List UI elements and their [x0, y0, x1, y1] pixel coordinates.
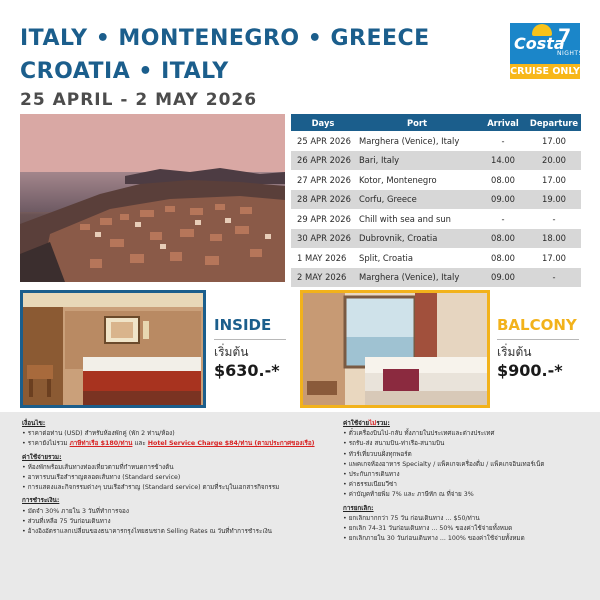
- payment-heading: การชำระเงิน:: [22, 497, 60, 505]
- cell-day: 29 APR 2026: [297, 213, 351, 224]
- port-tax-highlight: ภาษีท่าเรือ $180/ท่าน: [69, 440, 133, 448]
- cell-arrival: 09.00: [479, 190, 527, 210]
- cell-arrival: 08.00: [491, 252, 515, 263]
- cell-arrival: -: [501, 135, 505, 146]
- cell-day: 27 APR 2026: [297, 174, 351, 185]
- hero-photo: [20, 114, 285, 282]
- cell-day: 1 MAY 2026: [297, 252, 347, 263]
- list-item: • มัดจำ 30% ภายใน 3 วันที่ทำการจอง: [22, 507, 342, 517]
- cell-arrival: 14.00: [479, 151, 527, 171]
- conditions-heading: เงื่อนไข:: [22, 420, 46, 427]
- inside-price: $630.-*: [214, 361, 280, 380]
- cell-departure: 17.00: [542, 252, 566, 263]
- excluded-heading-not: ไม่: [369, 420, 377, 427]
- cell-day: 28 APR 2026: [291, 190, 355, 210]
- list-item: • ตั๋วเครื่องบินไป-กลับ ทั้งภายในประเทศและต่างประเทศ: [343, 429, 593, 439]
- header-departure: Departure: [527, 114, 581, 131]
- inside-divider: [214, 339, 286, 340]
- list-item: • แพคเกจห้องอาหาร Specialty / แพ็คเกจเครื่องดื่ม / แพ็คเกจอินเทอร์เน็ต: [343, 460, 593, 470]
- cell-port: Split, Croatia: [359, 252, 413, 263]
- cell-departure: 17.00: [542, 174, 566, 185]
- list-item: • ห้องพักพร้อมเส้นทางท่องเที่ยวตามที่กำหนดการข้างต้น: [22, 463, 342, 473]
- title-line-2: CROATIA • ITALY: [20, 59, 229, 84]
- list-item: • ราคาต่อท่าน (USD) สำหรับห้องพักคู่ (พัก 2 ท่าน/ห้อง): [22, 429, 342, 439]
- list-item: • อาหารบนเรือสำราญตลอดเส้นทาง (Standard service): [22, 473, 342, 483]
- cell-arrival: 08.00: [479, 229, 527, 249]
- list-item: • ยกเลิกมากกว่า 75 วัน ก่อนเดินทาง ... $50/ท่าน: [343, 514, 593, 524]
- balcony-from-label: เริ่มต้น: [497, 345, 532, 359]
- cancellation-heading: การยกเลิก:: [343, 504, 374, 512]
- logo-brand: Costa: [514, 34, 565, 53]
- list-item: • ค่าธรรมเนียมวีซ่า: [343, 480, 593, 490]
- costa-logo: [510, 23, 583, 79]
- balcony-cabin-title: BALCONY: [497, 316, 577, 334]
- table-row: [291, 229, 581, 249]
- cell-departure: 18.00: [527, 229, 581, 249]
- terms-left-column: [22, 419, 342, 537]
- table-row: [291, 248, 581, 268]
- balcony-cabin-photo: [300, 290, 490, 408]
- list-item: • อ้างอิงอัตราแลกเปลี่ยนของธนาคารกรุงไทยธนชาต Selling Rates ณ วันที่ทำการชำระเงิน: [22, 527, 342, 537]
- table-row: [291, 151, 581, 171]
- header-days: Days: [291, 114, 355, 131]
- balcony-divider: [497, 339, 579, 340]
- table-row: [291, 209, 581, 229]
- logo-nights-label: NIGHTS: [557, 50, 583, 57]
- cell-port: Marghera (Venice), Italy: [359, 135, 460, 146]
- cell-day: 25 APR 2026: [297, 135, 351, 146]
- cell-port: Chill with sea and sun: [359, 213, 451, 224]
- dubrovnik-image: [20, 114, 285, 282]
- terms-panel: [0, 412, 600, 600]
- inside-cabin-image: [23, 293, 203, 405]
- title-block: [20, 22, 490, 110]
- terms-right-column: [343, 419, 593, 544]
- itinerary-header-row: [291, 114, 581, 131]
- cell-day: 30 APR 2026: [291, 229, 355, 249]
- list-item: • ยกเลิก 74-31 วันก่อนเดินทาง ... 50% ของค่าใช้จ่ายทั้งหมด: [343, 524, 593, 534]
- excluded-heading-pre: ค่าใช้จ่าย: [343, 420, 370, 427]
- cell-arrival: -: [501, 213, 505, 224]
- table-row: [291, 131, 581, 151]
- table-row: [291, 170, 581, 190]
- list-item: [22, 439, 342, 449]
- title-line-1: ITALY • MONTENEGRO • GREECE: [20, 26, 430, 51]
- service-charge-highlight: Hotel Service Charge $84/ท่าน (ตามประกาศของเรือ): [147, 440, 315, 448]
- balcony-price: $900.-*: [497, 361, 563, 380]
- cell-port: Corfu, Greece: [355, 190, 479, 210]
- logo-nights-number: 7: [558, 25, 572, 47]
- cell-departure: -: [527, 268, 581, 288]
- conditions-price-excludes: ราคายังไม่รวม: [27, 440, 68, 448]
- header-arrival: Arrival: [479, 114, 527, 131]
- list-item: • รถรับ-ส่ง สนามบิน-ท่าเรือ-สนามบิน: [343, 439, 593, 449]
- list-item: • ประกันการเดินทาง: [343, 470, 593, 480]
- list-item: • การแสดงและกิจกรรมต่างๆ บนเรือสำราญ (Standard service) ตามที่ระบุในเอกสารกิจกรรม: [22, 483, 342, 493]
- cell-arrival: 08.00: [491, 174, 515, 185]
- cell-arrival: 09.00: [479, 268, 527, 288]
- cell-departure: 19.00: [527, 190, 581, 210]
- inside-cabin-title: INSIDE: [214, 316, 272, 334]
- logo-cruise-only: CRUISE ONLY: [510, 66, 580, 77]
- list-item: • ส่วนที่เหลือ 75 วันก่อนเดินทาง: [22, 517, 342, 527]
- excluded-heading-post: รวม:: [376, 420, 390, 427]
- cell-departure: 20.00: [527, 151, 581, 171]
- cell-departure: 17.00: [542, 135, 566, 146]
- list-item: • ยกเลิกภายใน 30 วันก่อนเดินทาง ... 100% ของค่าใช้จ่ายทั้งหมด: [343, 534, 593, 544]
- cell-departure: -: [552, 213, 556, 224]
- cell-port: Marghera (Venice), Italy: [355, 268, 479, 288]
- list-item: • ค่าบัญคท้ายพิ่ม 7% และ ภาษีหัก ณ ที่จ่าย 3%: [343, 490, 593, 500]
- table-row: [291, 268, 581, 288]
- cell-day: 26 APR 2026: [291, 151, 355, 171]
- balcony-cabin-image: [303, 293, 487, 405]
- included-heading: ค่าใช้จ่ายรวม:: [22, 453, 62, 461]
- table-row: [291, 190, 581, 210]
- header-port: Port: [355, 114, 479, 131]
- inside-from-label: เริ่มต้น: [214, 345, 249, 359]
- conditions-and: และ: [134, 440, 146, 448]
- cell-day: 2 MAY 2026: [291, 268, 355, 288]
- cell-port: Dubrovnik, Croatia: [355, 229, 479, 249]
- cell-port: Bari, Italy: [355, 151, 479, 171]
- itinerary-table: [291, 114, 581, 287]
- excluded-heading: [343, 419, 593, 429]
- travel-dates: 25 APRIL - 2 MAY 2026: [20, 90, 258, 110]
- cell-port: Kotor, Montenegro: [359, 174, 437, 185]
- list-item: • ทัวร์เที่ยวบนฝั่งทุกพอร์ต: [343, 450, 593, 460]
- inside-cabin-photo: [20, 290, 206, 408]
